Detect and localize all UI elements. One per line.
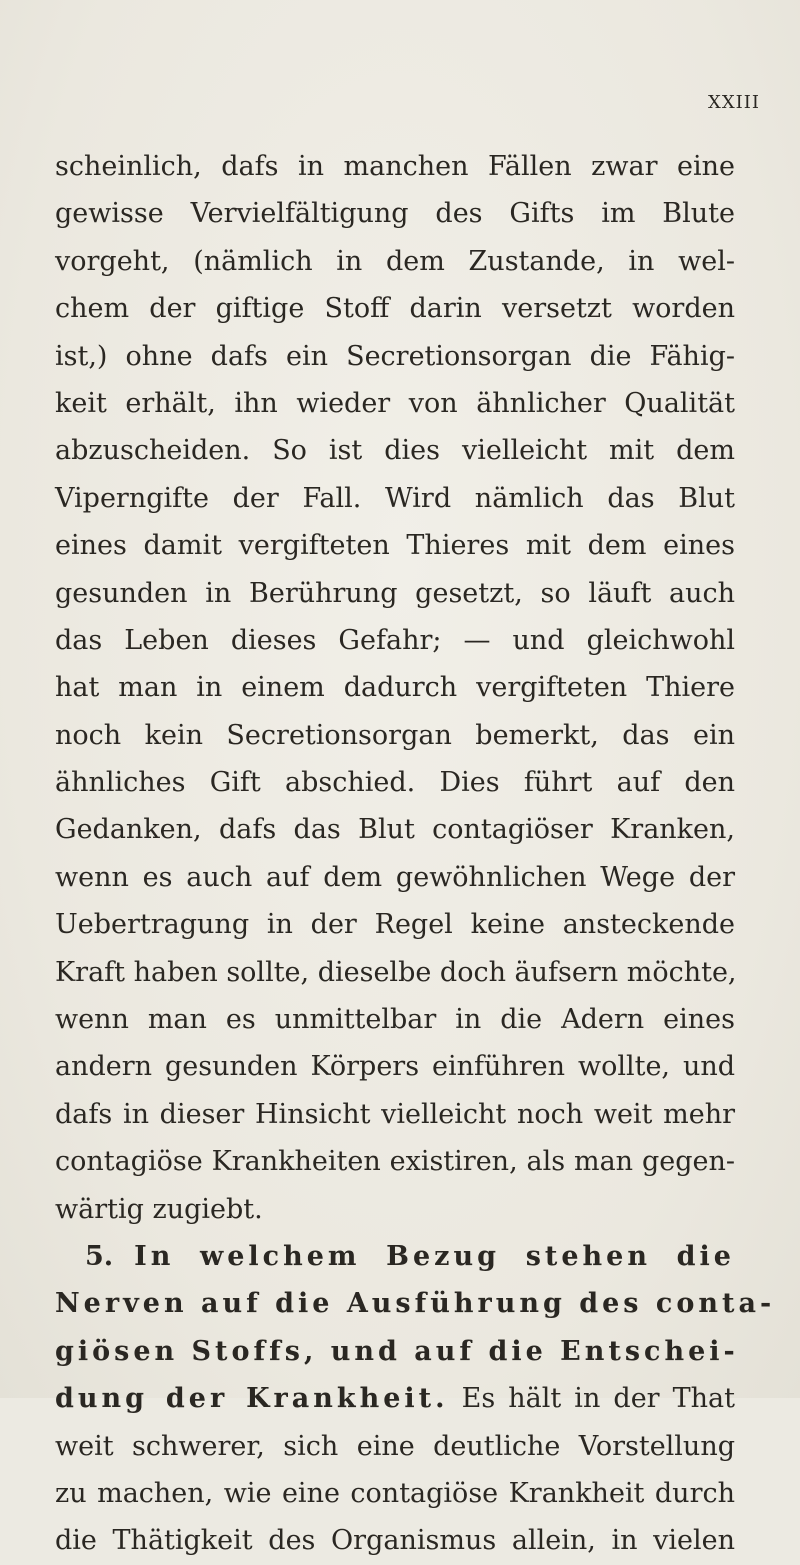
text-line: wenn man es unmittelbar in die Adern eines [55,1004,735,1036]
text-line: weit schwerer, sich eine deutliche Vorstellung [55,1430,735,1462]
text-line: keit erhält, ihn wieder von ähnlicher Qualität [55,387,735,419]
section-text: Es hält in der That [461,1383,735,1415]
section-heading-line [55,1233,735,1280]
section-heading-line [55,1375,735,1422]
text-line: Viperngifte der Fall. Wird nämlich das Blut [55,482,735,514]
text-line: hat man in einem dadurch vergifteten Thiere [55,672,735,704]
text-line: contagiöse Krankheiten existiren, als man gegen- [55,1146,735,1178]
text-line: andern gesunden Körpers einführen wollte, und [55,1051,735,1083]
text-line: die Thätigkeit des Organismus allein, in vielen [55,1525,735,1557]
text-line: Uebertragung in der Regel keine ansteckende [55,909,735,941]
text-line: das Leben dieses Gefahr; — und gleichwohl [55,624,735,656]
section-heading-line: giösen Stoffs, und auf die Entschei- [55,1335,739,1367]
text-line: scheinlich, dafs in manchen Fällen zwar eine [55,151,735,182]
text-line: ist,) ohne dafs ein Secretionsorgan die Fähig- [55,340,735,372]
page-number: XXIII [708,92,760,113]
body-text [55,143,776,1565]
text-line: noch kein Secretionsorgan bemerkt, das ein [55,719,735,751]
text-line: eines damit vergifteten Thieres mit dem eines [55,530,735,562]
text-line: wenn es auch auf dem gewöhnlichen Wege der [55,861,735,893]
text-line: wärtig zugiebt. [55,1193,263,1225]
text-line: chem der giftige Stoff darin versetzt worden [55,293,735,325]
section-number: 5. [85,1240,114,1272]
text-line: gesunden in Berührung gesetzt, so läuft auch [55,577,735,609]
section-heading: In welchem Bezug stehen die [134,1240,735,1272]
section-heading-line: Nerven auf die Ausführung des conta- [55,1288,776,1320]
text-line: gewisse Vervielfältigung des Gifts im Blute [55,198,735,230]
text-line: Kraft haben sollte, dieselbe doch äufsern möchte, [55,956,737,988]
text-line: abzuscheiden. So ist dies vielleicht mit dem [55,435,735,467]
section-heading: dung der Krankheit. [55,1383,449,1415]
text-line: zu machen, wie eine contagiöse Krankheit durch [55,1477,735,1509]
text-line: Gedanken, dafs das Blut contagiöser Kranken, [55,814,735,846]
text-line: ähnliches Gift abschied. Dies führt auf den [55,767,735,799]
text-line: vorgeht, (nämlich in dem Zustande, in wel- [55,245,735,277]
text-line: dafs in dieser Hinsicht vielleicht noch weit mehr [55,1098,735,1130]
